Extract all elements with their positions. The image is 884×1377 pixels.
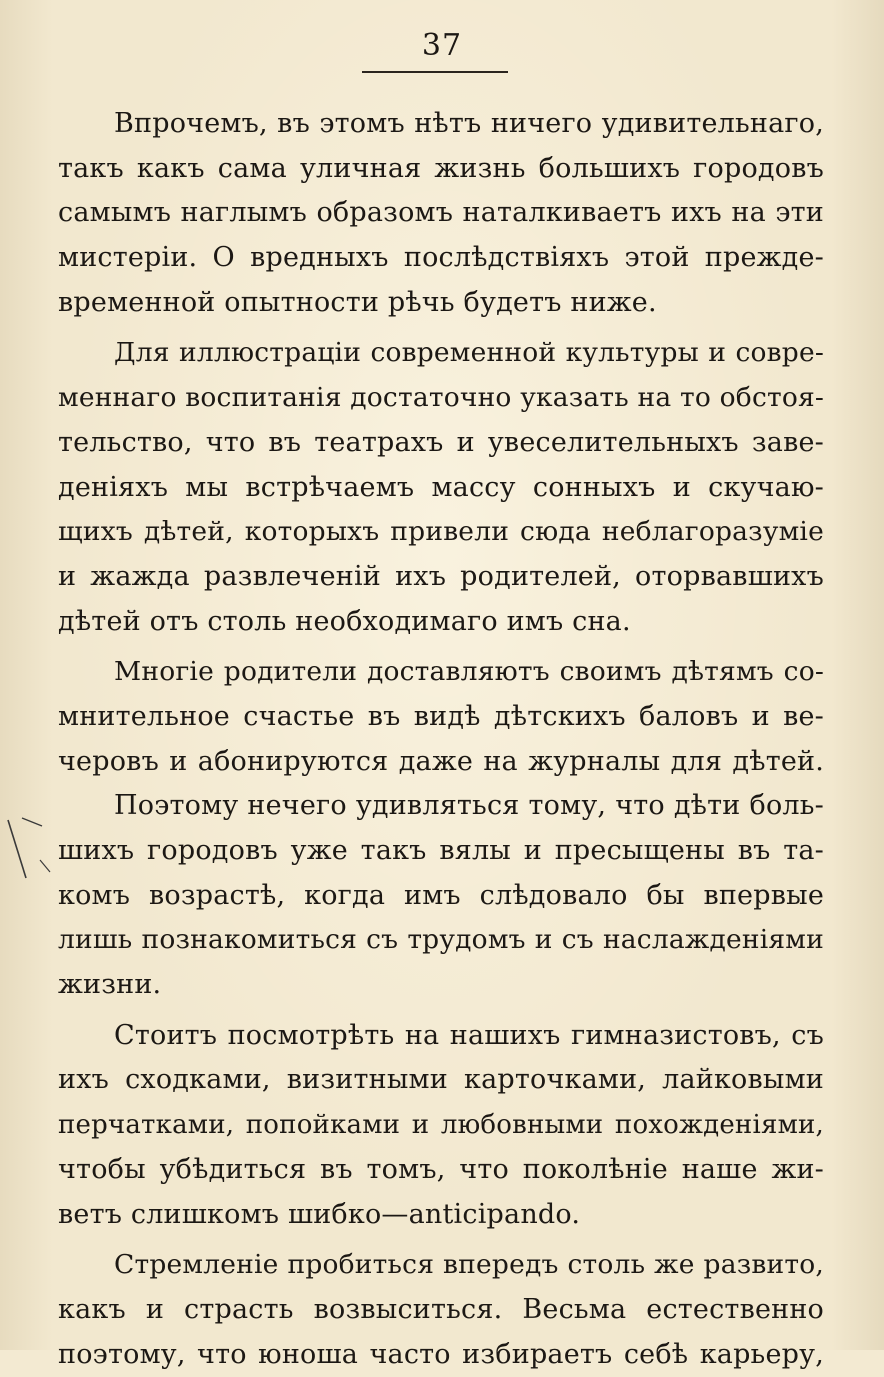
text-line: ветъ слишкомъ шибко—anticipando. <box>58 1198 581 1230</box>
text-line: самымъ наглымъ образомъ наталкиваетъ ихъ на эти <box>58 197 824 229</box>
text-line: мнительное счастье въ видѣ дѣтскихъ баловъ и ве- <box>58 700 824 732</box>
text-line: временной опытности рѣчь будетъ ниже. <box>58 286 657 318</box>
text-line: Для иллюстраціи современной культуры и совре- <box>114 337 824 369</box>
header-rule <box>362 71 508 73</box>
text-line: дѣтей отъ столь необходимаго имъ сна. <box>58 605 631 637</box>
text-line: такъ какъ сама уличная жизнь большихъ городовъ <box>58 152 824 184</box>
text-line: Многіе родители доставляютъ своимъ дѣтямъ со- <box>114 656 824 688</box>
page-number: 37 <box>421 28 463 63</box>
text-line: черовъ и абонируются даже на журналы для дѣтей. <box>58 745 824 777</box>
text-line: деніяхъ мы встрѣчаемъ массу сонныхъ и скучаю- <box>58 471 824 503</box>
text-line: перчатками, попойками и любовными похожденіями, <box>58 1110 824 1141</box>
text-line: шихъ городовъ уже такъ вялы и пресыщены въ та- <box>58 835 824 866</box>
text-line: Впрочемъ, въ этомъ нѣтъ ничего удивительнаго, <box>114 108 824 139</box>
text-line: жизни. <box>58 969 162 1001</box>
text-line: ихъ сходками, визитными карточками, лайковыми <box>58 1064 824 1096</box>
text-line: Стоитъ посмотрѣть на нашихъ гимназистовъ, съ <box>114 1019 824 1051</box>
text-line: и жажда развлеченій ихъ родителей, оторвавшихъ <box>58 560 824 592</box>
text-line: поэтому, что юноша часто избираетъ себѣ карьеру, <box>58 1338 824 1370</box>
margin-pencil-mark-icon <box>0 800 60 900</box>
text-line: меннаго воспитанія достаточно указать на то обстоя- <box>58 382 825 414</box>
text-line: чтобы убѣдиться въ томъ, что поколѣніе наше жи- <box>58 1153 824 1185</box>
text-line: щихъ дѣтей, которыхъ привели сюда неблагоразуміе <box>58 516 824 548</box>
body-text <box>58 102 824 1377</box>
text-line: лишь познакомиться съ трудомъ и съ наслажденіями <box>58 924 824 956</box>
text-line: какъ и страсть возвыситься. Весьма естественно <box>58 1293 824 1325</box>
text-line: тельство, что въ театрахъ и увеселительныхъ заве- <box>58 426 824 458</box>
text-line: мистеріи. О вредныхъ послѣдствіяхъ этой прежде- <box>58 242 824 274</box>
text-line: Поэтому нечего удивляться тому, что дѣти боль- <box>114 790 824 822</box>
text-line: комъ возрастѣ, когда имъ слѣдовало бы впервые <box>58 879 824 911</box>
text-line: Стремленіе пробиться впередъ столь же развито, <box>114 1249 824 1281</box>
